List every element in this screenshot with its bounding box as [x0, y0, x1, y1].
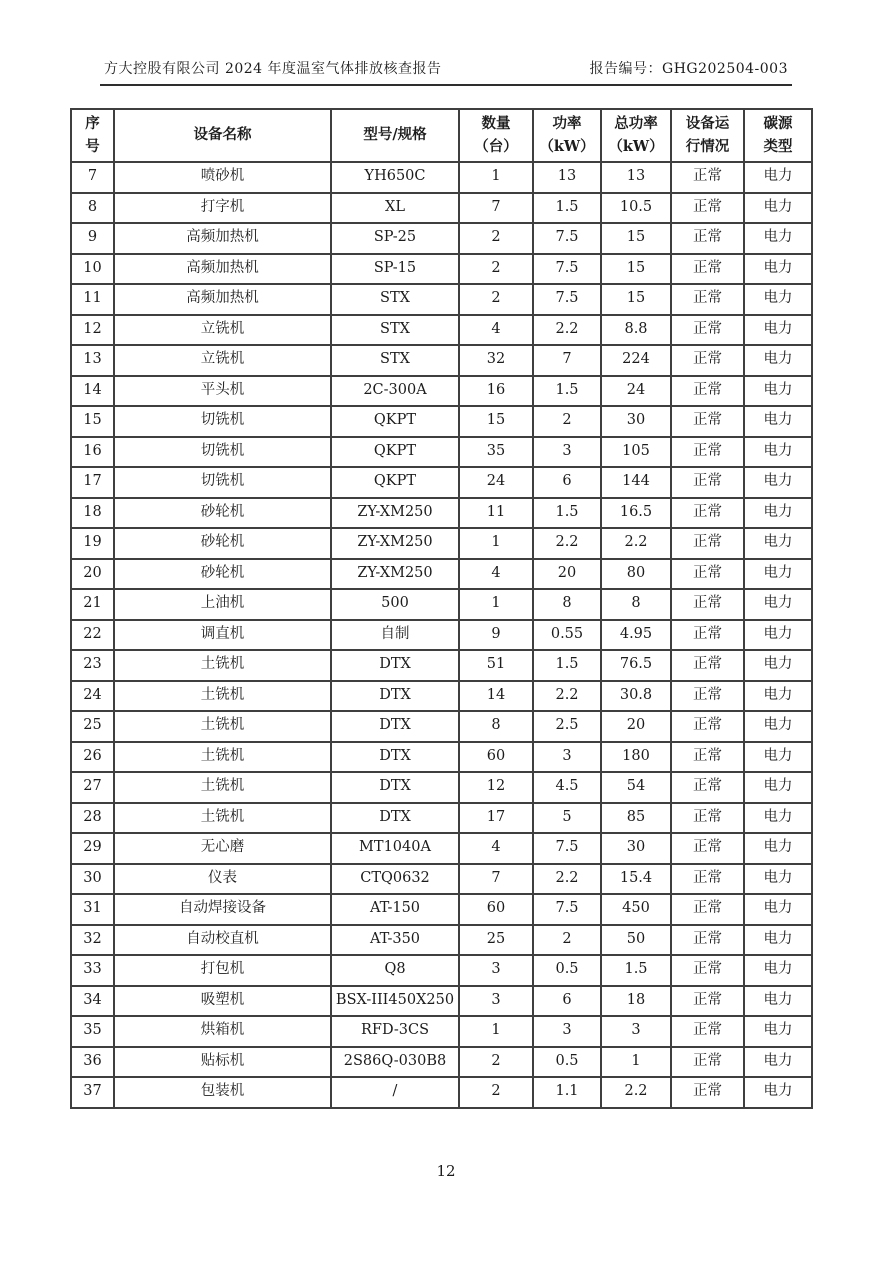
table-cell: 29	[71, 833, 114, 864]
table-cell: 500	[331, 589, 459, 620]
table-cell: 51	[459, 650, 533, 681]
table-cell: 7	[459, 193, 533, 224]
table-cell: 电力	[744, 315, 812, 346]
table-cell: 180	[601, 742, 671, 773]
table-cell: 土铣机	[114, 803, 331, 834]
table-cell: 电力	[744, 864, 812, 895]
table-cell: 土铣机	[114, 711, 331, 742]
table-cell: SP-25	[331, 223, 459, 254]
table-cell: 7.5	[533, 284, 601, 315]
table-cell: 450	[601, 894, 671, 925]
table-cell: 电力	[744, 467, 812, 498]
table-cell: 电力	[744, 894, 812, 925]
table-cell: 烘箱机	[114, 1016, 331, 1047]
table-cell: 26	[71, 742, 114, 773]
table-cell: 7	[459, 864, 533, 895]
table-cell: /	[331, 1077, 459, 1108]
table-row	[71, 406, 812, 437]
table-cell: 14	[71, 376, 114, 407]
table-cell: 正常	[671, 772, 744, 803]
table-cell: 土铣机	[114, 650, 331, 681]
table-cell: 2	[459, 284, 533, 315]
table-cell: 立铣机	[114, 315, 331, 346]
table-cell: 15	[601, 284, 671, 315]
table-cell: 电力	[744, 620, 812, 651]
table-cell: 7.5	[533, 254, 601, 285]
table-cell: 105	[601, 437, 671, 468]
table-row	[71, 711, 812, 742]
table-cell: 6	[533, 986, 601, 1017]
table-cell: YH650C	[331, 162, 459, 193]
table-cell: 吸塑机	[114, 986, 331, 1017]
table-cell: 正常	[671, 498, 744, 529]
table-row	[71, 467, 812, 498]
table-row	[71, 1016, 812, 1047]
table-cell: 2	[533, 406, 601, 437]
table-cell: 12	[459, 772, 533, 803]
table-cell: 0.5	[533, 955, 601, 986]
table-cell: 60	[459, 894, 533, 925]
table-cell: ZY-XM250	[331, 528, 459, 559]
table-cell: 电力	[744, 955, 812, 986]
table-cell: 9	[71, 223, 114, 254]
table-cell: 包装机	[114, 1077, 331, 1108]
table-cell: 16	[459, 376, 533, 407]
table-cell: 32	[459, 345, 533, 376]
table-cell: 正常	[671, 467, 744, 498]
table-cell: 正常	[671, 803, 744, 834]
table-cell: QKPT	[331, 437, 459, 468]
table-cell: 电力	[744, 193, 812, 224]
table-row	[71, 437, 812, 468]
table-cell: 电力	[744, 345, 812, 376]
table-cell: 0.55	[533, 620, 601, 651]
table-cell: 土铣机	[114, 742, 331, 773]
table-cell: 切铣机	[114, 406, 331, 437]
table-cell: 21	[71, 589, 114, 620]
table-cell: STX	[331, 284, 459, 315]
column-header-quantity: 数量 （台）	[459, 109, 533, 162]
table-cell: 25	[459, 925, 533, 956]
table-row	[71, 589, 812, 620]
table-cell: 电力	[744, 162, 812, 193]
table-cell: 1.5	[601, 955, 671, 986]
report-number: 报告编号：GHG202504-003	[589, 61, 788, 77]
table-cell: 17	[71, 467, 114, 498]
table-cell: 电力	[744, 803, 812, 834]
table-cell: 1.5	[533, 650, 601, 681]
table-cell: 2.2	[533, 681, 601, 712]
table-row	[71, 833, 812, 864]
table-cell: 15	[71, 406, 114, 437]
table-cell: 电力	[744, 742, 812, 773]
table-cell: MT1040A	[331, 833, 459, 864]
table-cell: 正常	[671, 955, 744, 986]
table-cell: 0.5	[533, 1047, 601, 1078]
table-cell: 土铣机	[114, 772, 331, 803]
table-cell: 正常	[671, 284, 744, 315]
table-cell: 1	[459, 589, 533, 620]
table-row	[71, 376, 812, 407]
table-cell: 电力	[744, 1047, 812, 1078]
table-cell: 144	[601, 467, 671, 498]
table-cell: 11	[71, 284, 114, 315]
table-cell: 6	[533, 467, 601, 498]
table-cell: 砂轮机	[114, 498, 331, 529]
table-cell: 自制	[331, 620, 459, 651]
table-cell: 76.5	[601, 650, 671, 681]
page-number: 12	[436, 1162, 456, 1180]
table-cell: 正常	[671, 1016, 744, 1047]
table-row	[71, 681, 812, 712]
table-cell: 正常	[671, 559, 744, 590]
table-cell: 正常	[671, 650, 744, 681]
table-header-row	[71, 109, 812, 162]
column-header-device-name: 设备名称	[114, 109, 331, 162]
table-cell: 7.5	[533, 223, 601, 254]
table-cell: 2C-300A	[331, 376, 459, 407]
table-cell: 30	[601, 833, 671, 864]
table-cell: 80	[601, 559, 671, 590]
table-row	[71, 559, 812, 590]
table-cell: 36	[71, 1047, 114, 1078]
table-row	[71, 986, 812, 1017]
table-cell: 28	[71, 803, 114, 834]
table-cell: BSX-III450X250	[331, 986, 459, 1017]
table-cell: 正常	[671, 620, 744, 651]
table-cell: 打字机	[114, 193, 331, 224]
table-cell: 电力	[744, 1016, 812, 1047]
table-cell: 高频加热机	[114, 254, 331, 285]
table-cell: 13	[601, 162, 671, 193]
table-row	[71, 894, 812, 925]
table-cell: 电力	[744, 925, 812, 956]
table-cell: 11	[459, 498, 533, 529]
table-cell: 正常	[671, 406, 744, 437]
table-body	[71, 162, 812, 1108]
table-row	[71, 284, 812, 315]
table-cell: 2.2	[533, 528, 601, 559]
table-cell: 31	[71, 894, 114, 925]
table-row	[71, 254, 812, 285]
table-row	[71, 223, 812, 254]
table-row	[71, 955, 812, 986]
table-cell: 2S86Q-030B8	[331, 1047, 459, 1078]
table-cell: 电力	[744, 284, 812, 315]
table-cell: 电力	[744, 711, 812, 742]
table-cell: 25	[71, 711, 114, 742]
table-cell: 正常	[671, 894, 744, 925]
table-cell: 85	[601, 803, 671, 834]
table-row	[71, 803, 812, 834]
table-cell: DTX	[331, 681, 459, 712]
column-header-total-power: 总功率 （kW）	[601, 109, 671, 162]
table-cell: 切铣机	[114, 437, 331, 468]
column-header-model-spec: 型号/规格	[331, 109, 459, 162]
table-cell: 2.2	[533, 864, 601, 895]
table-cell: 13	[533, 162, 601, 193]
table-cell: DTX	[331, 650, 459, 681]
table-cell: 27	[71, 772, 114, 803]
table-cell: ZY-XM250	[331, 498, 459, 529]
table-cell: 正常	[671, 986, 744, 1017]
table-cell: 4	[459, 833, 533, 864]
table-cell: 调直机	[114, 620, 331, 651]
table-cell: AT-150	[331, 894, 459, 925]
table-cell: 2.2	[601, 1077, 671, 1108]
table-cell: 电力	[744, 650, 812, 681]
table-cell: 12	[71, 315, 114, 346]
table-cell: 35	[459, 437, 533, 468]
table-cell: 2	[459, 1077, 533, 1108]
table-cell: 50	[601, 925, 671, 956]
table-cell: 正常	[671, 315, 744, 346]
table-cell: 14	[459, 681, 533, 712]
column-header-seq: 序 号	[71, 109, 114, 162]
table-cell: 4.5	[533, 772, 601, 803]
table-cell: 正常	[671, 162, 744, 193]
table-cell: 7.5	[533, 894, 601, 925]
table-cell: 正常	[671, 1077, 744, 1108]
table-cell: 贴标机	[114, 1047, 331, 1078]
table-cell: 1.5	[533, 193, 601, 224]
table-row	[71, 864, 812, 895]
report-title: 方大控股有限公司 2024 年度温室气体排放核查报告	[104, 61, 442, 77]
table-cell: DTX	[331, 772, 459, 803]
table-cell: 4	[459, 559, 533, 590]
table-cell: 上油机	[114, 589, 331, 620]
table-cell: 18	[71, 498, 114, 529]
column-header-run-status: 设备运 行情况	[671, 109, 744, 162]
table-cell: 35	[71, 1016, 114, 1047]
table-cell: 7	[533, 345, 601, 376]
table-cell: 24	[601, 376, 671, 407]
table-cell: DTX	[331, 803, 459, 834]
table-cell: 正常	[671, 376, 744, 407]
table-cell: 电力	[744, 498, 812, 529]
table-cell: 正常	[671, 223, 744, 254]
table-cell: QKPT	[331, 406, 459, 437]
table-cell: 正常	[671, 1047, 744, 1078]
table-row	[71, 498, 812, 529]
table-cell: 4.95	[601, 620, 671, 651]
table-cell: 自动焊接设备	[114, 894, 331, 925]
column-header-carbon-type: 碳源 类型	[744, 109, 812, 162]
table-cell: 20	[533, 559, 601, 590]
table-row	[71, 1047, 812, 1078]
table-row	[71, 772, 812, 803]
table-cell: 30	[71, 864, 114, 895]
table-cell: 切铣机	[114, 467, 331, 498]
table-cell: 3	[601, 1016, 671, 1047]
table-cell: 19	[71, 528, 114, 559]
table-cell: 16	[71, 437, 114, 468]
table-cell: 电力	[744, 437, 812, 468]
table-cell: STX	[331, 315, 459, 346]
table-cell: Q8	[331, 955, 459, 986]
table-cell: 砂轮机	[114, 528, 331, 559]
table-cell: 打包机	[114, 955, 331, 986]
table-cell: 正常	[671, 528, 744, 559]
table-cell: 电力	[744, 528, 812, 559]
table-row	[71, 650, 812, 681]
table-row	[71, 345, 812, 376]
table-cell: 8	[71, 193, 114, 224]
table-cell: 15	[601, 223, 671, 254]
table-cell: 正常	[671, 864, 744, 895]
table-cell: 7	[71, 162, 114, 193]
column-header-power: 功率 （kW）	[533, 109, 601, 162]
table-row	[71, 528, 812, 559]
table-cell: DTX	[331, 711, 459, 742]
table-row	[71, 315, 812, 346]
table-cell: 17	[459, 803, 533, 834]
table-cell: 37	[71, 1077, 114, 1108]
table-cell: ZY-XM250	[331, 559, 459, 590]
table-cell: CTQ0632	[331, 864, 459, 895]
table-row	[71, 162, 812, 193]
table-cell: 33	[71, 955, 114, 986]
table-cell: 正常	[671, 254, 744, 285]
table-cell: 16.5	[601, 498, 671, 529]
table-cell: 60	[459, 742, 533, 773]
table-row	[71, 925, 812, 956]
table-cell: 30	[601, 406, 671, 437]
table-cell: 8	[533, 589, 601, 620]
table-cell: 电力	[744, 772, 812, 803]
table-cell: 3	[459, 955, 533, 986]
table-cell: 30.8	[601, 681, 671, 712]
table-cell: 20	[71, 559, 114, 590]
page-header	[100, 58, 792, 86]
table-cell: 平头机	[114, 376, 331, 407]
table-cell: 8	[601, 589, 671, 620]
table-cell: 10	[71, 254, 114, 285]
table-cell: 2.2	[601, 528, 671, 559]
table-cell: 2.5	[533, 711, 601, 742]
table-cell: 18	[601, 986, 671, 1017]
table-cell: 23	[71, 650, 114, 681]
table-cell: 喷砂机	[114, 162, 331, 193]
table-row	[71, 1077, 812, 1108]
table-cell: 54	[601, 772, 671, 803]
table-cell: 正常	[671, 833, 744, 864]
table-cell: 仪表	[114, 864, 331, 895]
table-cell: 1	[459, 162, 533, 193]
table-cell: 2.2	[533, 315, 601, 346]
table-cell: 4	[459, 315, 533, 346]
table-cell: 1.1	[533, 1077, 601, 1108]
table-cell: 2	[459, 1047, 533, 1078]
table-cell: 1	[459, 528, 533, 559]
table-cell: 高频加热机	[114, 284, 331, 315]
table-cell: SP-15	[331, 254, 459, 285]
table-cell: AT-350	[331, 925, 459, 956]
table-cell: 8	[459, 711, 533, 742]
table-cell: 正常	[671, 681, 744, 712]
table-cell: 正常	[671, 345, 744, 376]
table-cell: 224	[601, 345, 671, 376]
table-cell: 15	[459, 406, 533, 437]
table-cell: 电力	[744, 559, 812, 590]
table-cell: 电力	[744, 681, 812, 712]
table-cell: 1.5	[533, 376, 601, 407]
table-cell: 电力	[744, 589, 812, 620]
table-cell: 1.5	[533, 498, 601, 529]
table-cell: RFD-3CS	[331, 1016, 459, 1047]
table-cell: 高频加热机	[114, 223, 331, 254]
table-cell: QKPT	[331, 467, 459, 498]
table-cell: 15.4	[601, 864, 671, 895]
table-cell: 电力	[744, 376, 812, 407]
table-cell: 电力	[744, 833, 812, 864]
table-cell: 正常	[671, 925, 744, 956]
table-cell: 电力	[744, 406, 812, 437]
table-cell: 电力	[744, 1077, 812, 1108]
equipment-table	[70, 108, 813, 1109]
table-row	[71, 193, 812, 224]
table-cell: 正常	[671, 437, 744, 468]
table-cell: 9	[459, 620, 533, 651]
table-cell: 2	[533, 925, 601, 956]
table-cell: 电力	[744, 254, 812, 285]
table-cell: DTX	[331, 742, 459, 773]
table-cell: 15	[601, 254, 671, 285]
table-cell: 正常	[671, 589, 744, 620]
table-cell: 砂轮机	[114, 559, 331, 590]
table-cell: 正常	[671, 711, 744, 742]
table-cell: 2	[459, 254, 533, 285]
table-cell: 电力	[744, 223, 812, 254]
table-cell: 立铣机	[114, 345, 331, 376]
table-cell: XL	[331, 193, 459, 224]
table-cell: 电力	[744, 986, 812, 1017]
table-cell: 5	[533, 803, 601, 834]
table-cell: 22	[71, 620, 114, 651]
table-cell: 32	[71, 925, 114, 956]
table-cell: 3	[459, 986, 533, 1017]
table-cell: STX	[331, 345, 459, 376]
table-cell: 3	[533, 1016, 601, 1047]
table-cell: 24	[459, 467, 533, 498]
table-cell: 自动校直机	[114, 925, 331, 956]
table-cell: 正常	[671, 742, 744, 773]
table-cell: 无心磨	[114, 833, 331, 864]
table-cell: 正常	[671, 193, 744, 224]
table-cell: 34	[71, 986, 114, 1017]
table-cell: 2	[459, 223, 533, 254]
table-cell: 1	[601, 1047, 671, 1078]
table-cell: 7.5	[533, 833, 601, 864]
table-cell: 20	[601, 711, 671, 742]
table-cell: 3	[533, 742, 601, 773]
table-cell: 8.8	[601, 315, 671, 346]
table-row	[71, 742, 812, 773]
table-cell: 土铣机	[114, 681, 331, 712]
table-cell: 1	[459, 1016, 533, 1047]
table-row	[71, 620, 812, 651]
table-cell: 10.5	[601, 193, 671, 224]
table-cell: 13	[71, 345, 114, 376]
table-cell: 3	[533, 437, 601, 468]
table-cell: 24	[71, 681, 114, 712]
